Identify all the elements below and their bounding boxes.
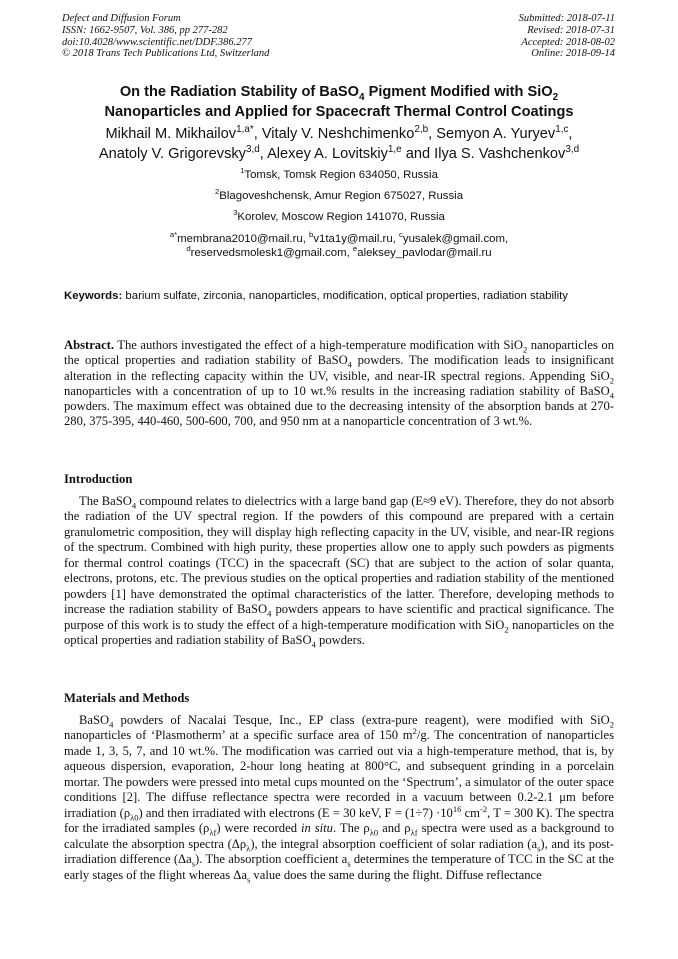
- methods-paragraph: [64, 713, 614, 883]
- email-separator: ,: [504, 233, 509, 245]
- journal-info: [62, 13, 269, 60]
- submission-dates: [519, 13, 615, 60]
- unit-sup: 16: [452, 803, 462, 814]
- title-sub: 4: [359, 91, 365, 103]
- affil-mark: 2: [214, 187, 220, 197]
- author-name: Anatoly V. Grigorevsky: [98, 146, 246, 162]
- chem-sub: 4: [131, 500, 137, 511]
- author-separator: ,: [428, 126, 437, 142]
- symbol-sub: λf: [410, 827, 418, 838]
- author-name: Vitaly V. Neshchimenko: [261, 126, 415, 142]
- para-text: ) and then irradiated with electrons (E = 30 keV, F = (1÷7) ·10: [138, 805, 453, 820]
- para-text: cm: [461, 805, 480, 820]
- para-text: compound relates to dielectrics with a large band gap (E≈9 eV). Therefore, they do not absorb the radiation of the UV spectral region. If the powders of this compound are prepared with a certain granulometric composition, they will display high reflecting capacity in the UV, visible, and near-IR regions of the spectrum. Combined with high purity, these properties allow one to apply such powders as pigments for thermal control coatings (TCC) in the spacecraft (SC) that are subject to the action of solar quanta, electrons, protons, etc. The previous studies on the optical properties and radiation stability of the mentioned powders [1] have demonstrated the optimal characteristics of the latter. Therefore, developing methods to increase the radiation stability of BaSO: [64, 494, 615, 617]
- para-text: ), the integral absorption coefficient of solar radiation (a: [250, 836, 538, 851]
- affiliation: [40, 168, 638, 182]
- email-separator: ,: [302, 233, 310, 245]
- journal-issn: ISSN: 1662-9507, Vol. 386, pp 277-282: [62, 24, 228, 36]
- symbol-sub: s: [191, 858, 196, 869]
- para-text: nanoparticles on the optical properties and radiation stability of BaSO: [64, 617, 614, 648]
- email-list: [40, 232, 638, 260]
- email-mark: d: [186, 244, 191, 254]
- para-text: ) were recorded: [216, 821, 301, 836]
- date-accepted: Accepted: 2018-08-02: [521, 36, 615, 48]
- unit-sup: 2: [412, 726, 417, 737]
- affiliation: [40, 210, 638, 224]
- author-separator: ,: [259, 146, 268, 162]
- keywords-text: barium sulfate, zirconia, nanoparticles, modification, optical properties, radiation stability: [122, 290, 568, 302]
- email-mark: a*: [169, 230, 178, 240]
- abstract-text: powders. The modification leads to insignificant alteration in the reflecting capacity within the UV, visible, and near-IR spectral regions. Appending SiO: [64, 353, 615, 383]
- author-affil-mark: 2,b: [414, 124, 429, 136]
- affil-mark: 1: [240, 166, 245, 176]
- email-address[interactable]: yusalek@gmail.com: [402, 233, 505, 245]
- para-text: powders of Nacalai Tesque, Inc., EP class (extra-pure reagent), were modified with SiO: [113, 713, 610, 727]
- author-affil-mark: 1,c: [555, 124, 569, 136]
- author-affil-mark: 3,d: [245, 144, 260, 156]
- email-address[interactable]: aleksey_pavlodar@mail.ru: [357, 247, 492, 259]
- affil-text: Korolev, Moscow Region 141070, Russia: [237, 211, 445, 223]
- abstract: [64, 338, 614, 430]
- chem-sub: 4: [311, 639, 316, 650]
- symbol-sub: s: [246, 874, 251, 885]
- author-name: Ilya S. Vashchenkov: [434, 146, 566, 162]
- email-mark: e: [352, 244, 358, 254]
- keywords: [64, 289, 614, 304]
- chem-sub: 4: [347, 359, 352, 370]
- journal-doi: doi:10.4028/www.scientific.net/DDF.386.277: [62, 36, 253, 48]
- journal-copyright: © 2018 Trans Tech Publications Ltd, Switzerland: [62, 48, 270, 60]
- author-name: Mikhail M. Mikhailov: [105, 126, 237, 142]
- author-affil-mark: 1,a*: [236, 124, 254, 136]
- abstract-text: The authors investigated the effect of a high-temperature modification with SiO: [114, 338, 523, 352]
- author-list: [30, 124, 648, 164]
- author-separator: ,: [253, 126, 262, 142]
- title-sub: 2: [552, 91, 559, 103]
- author-name: Alexey A. Lovitskiy: [267, 146, 388, 162]
- symbol-sub: λ0: [369, 827, 379, 838]
- abstract-text: nanoparticles with a concentration of up to 10 wt.% results in the increasing radiation stability of BaSO: [64, 383, 610, 398]
- author-separator: and: [401, 146, 435, 162]
- para-text: , T = 300 K). The spectra for the irradiated samples (ρ: [64, 805, 614, 836]
- introduction-paragraph: [64, 494, 614, 649]
- author-affil-mark: 1,e: [387, 144, 402, 156]
- affiliation: [40, 189, 638, 203]
- symbol-sub: s: [347, 858, 351, 869]
- date-online: Online: 2018-09-14: [531, 48, 615, 60]
- para-text: powders appears to have scientific and practical significance. The purpose of this work is to study the effect of a high-temperature modification with SiO: [64, 602, 615, 632]
- section-heading-introduction: Introduction: [64, 472, 133, 486]
- email-address[interactable]: v1ta1y@mail.ru: [313, 233, 393, 245]
- email-separator: ,: [346, 247, 353, 259]
- chem-sub: 2: [609, 719, 614, 730]
- abstract-text: powders. The maximum effect was obtained due to the decreasing intensity of the absorption bands at 270-280, 375-395, 440-460, 500-600, 700, and 950 nm at a nanoparticle concentration of 3 wt.%.: [64, 399, 614, 429]
- author-affil-mark: 3,d: [565, 144, 580, 156]
- symbol-sub: λf: [209, 827, 217, 838]
- symbol-sub: λ0: [130, 812, 139, 823]
- para-text: . The ρ: [332, 821, 370, 836]
- author-separator: ,: [568, 126, 573, 142]
- section-heading-methods: Materials and Methods: [64, 691, 190, 705]
- journal-name: Defect and Diffusion Forum: [62, 13, 181, 24]
- title-text: On the Radiation Stability of BaSO: [119, 84, 360, 100]
- para-text: nanoparticles of ‘Plasmotherm’ at a specific surface area of 150 m: [64, 728, 413, 743]
- para-text: value does the same during the flight. Diffuse reflectance: [250, 867, 542, 882]
- chem-sub: 4: [267, 608, 272, 619]
- affil-mark: 3: [233, 208, 238, 218]
- chem-sub: 2: [609, 375, 614, 386]
- keywords-label: Keywords:: [64, 290, 123, 302]
- email-mark: c: [399, 230, 403, 240]
- para-text: powders.: [315, 633, 365, 648]
- para-text: spectra were used as a background to calculate the absorption spectra (Δρ: [64, 821, 615, 851]
- email-separator: ,: [392, 233, 400, 245]
- symbol-sub: s: [537, 843, 541, 854]
- paper-title: [40, 82, 638, 122]
- para-text: /g. The concentration of nanoparticles made 1, 3, 5, 7, and 10 wt.%. The modification was carried out via a high-temperature method, that is, by aqueous dispersion, evaporation, 2-hour long heating at 800°C, and subsequent grinding in a porcelain mortar. The powders were pressed into metal cups mounted on the ‘Spectrum’, a simulator of the outer space conditions [2]. The diffuse reflectance spectra were recorded in a vacuum between 0.2-2.1 μm before irradiation (ρ: [64, 728, 614, 820]
- abstract-text: nanoparticles on the optical properties and radiation stability of BaSO: [64, 338, 614, 368]
- email-address[interactable]: reservedsmolesk1@gmail.com: [190, 247, 347, 259]
- para-italic: in situ: [300, 821, 333, 836]
- para-text: BaSO: [79, 713, 110, 727]
- para-text: ), and its post-irradiation difference (Δa: [64, 836, 614, 867]
- title-text: Pigment Modified with SiO: [364, 84, 553, 100]
- author-name: Semyon A. Yuryev: [436, 126, 556, 142]
- title-text: Nanoparticles and Applied for Spacecraft Thermal Control Coatings: [104, 104, 574, 120]
- affil-text: Tomsk, Tomsk Region 634050, Russia: [244, 169, 438, 181]
- symbol-sub: λ: [246, 843, 251, 854]
- email-address[interactable]: membrana2010@mail.ru: [177, 233, 303, 245]
- date-revised: Revised: 2018-07-31: [527, 24, 615, 36]
- para-text: The BaSO: [79, 494, 132, 508]
- affil-text: Blagoveshchensk, Amur Region 675027, Russia: [219, 190, 464, 202]
- chem-sub: 4: [609, 390, 614, 401]
- chem-sub: 4: [109, 719, 114, 730]
- unit-sup: -2: [479, 803, 488, 814]
- para-text: determines the temperature of TCC in the SC at the early stages of the flight whereas Δa: [64, 852, 614, 882]
- date-submitted: Submitted: 2018-07-11: [518, 13, 615, 24]
- email-mark: b: [309, 230, 314, 240]
- chem-sub: 2: [522, 344, 528, 355]
- para-text: and ρ: [378, 821, 411, 836]
- abstract-label: Abstract.: [64, 338, 115, 352]
- para-text: ). The absorption coefficient a: [195, 852, 348, 867]
- chem-sub: 2: [504, 624, 509, 635]
